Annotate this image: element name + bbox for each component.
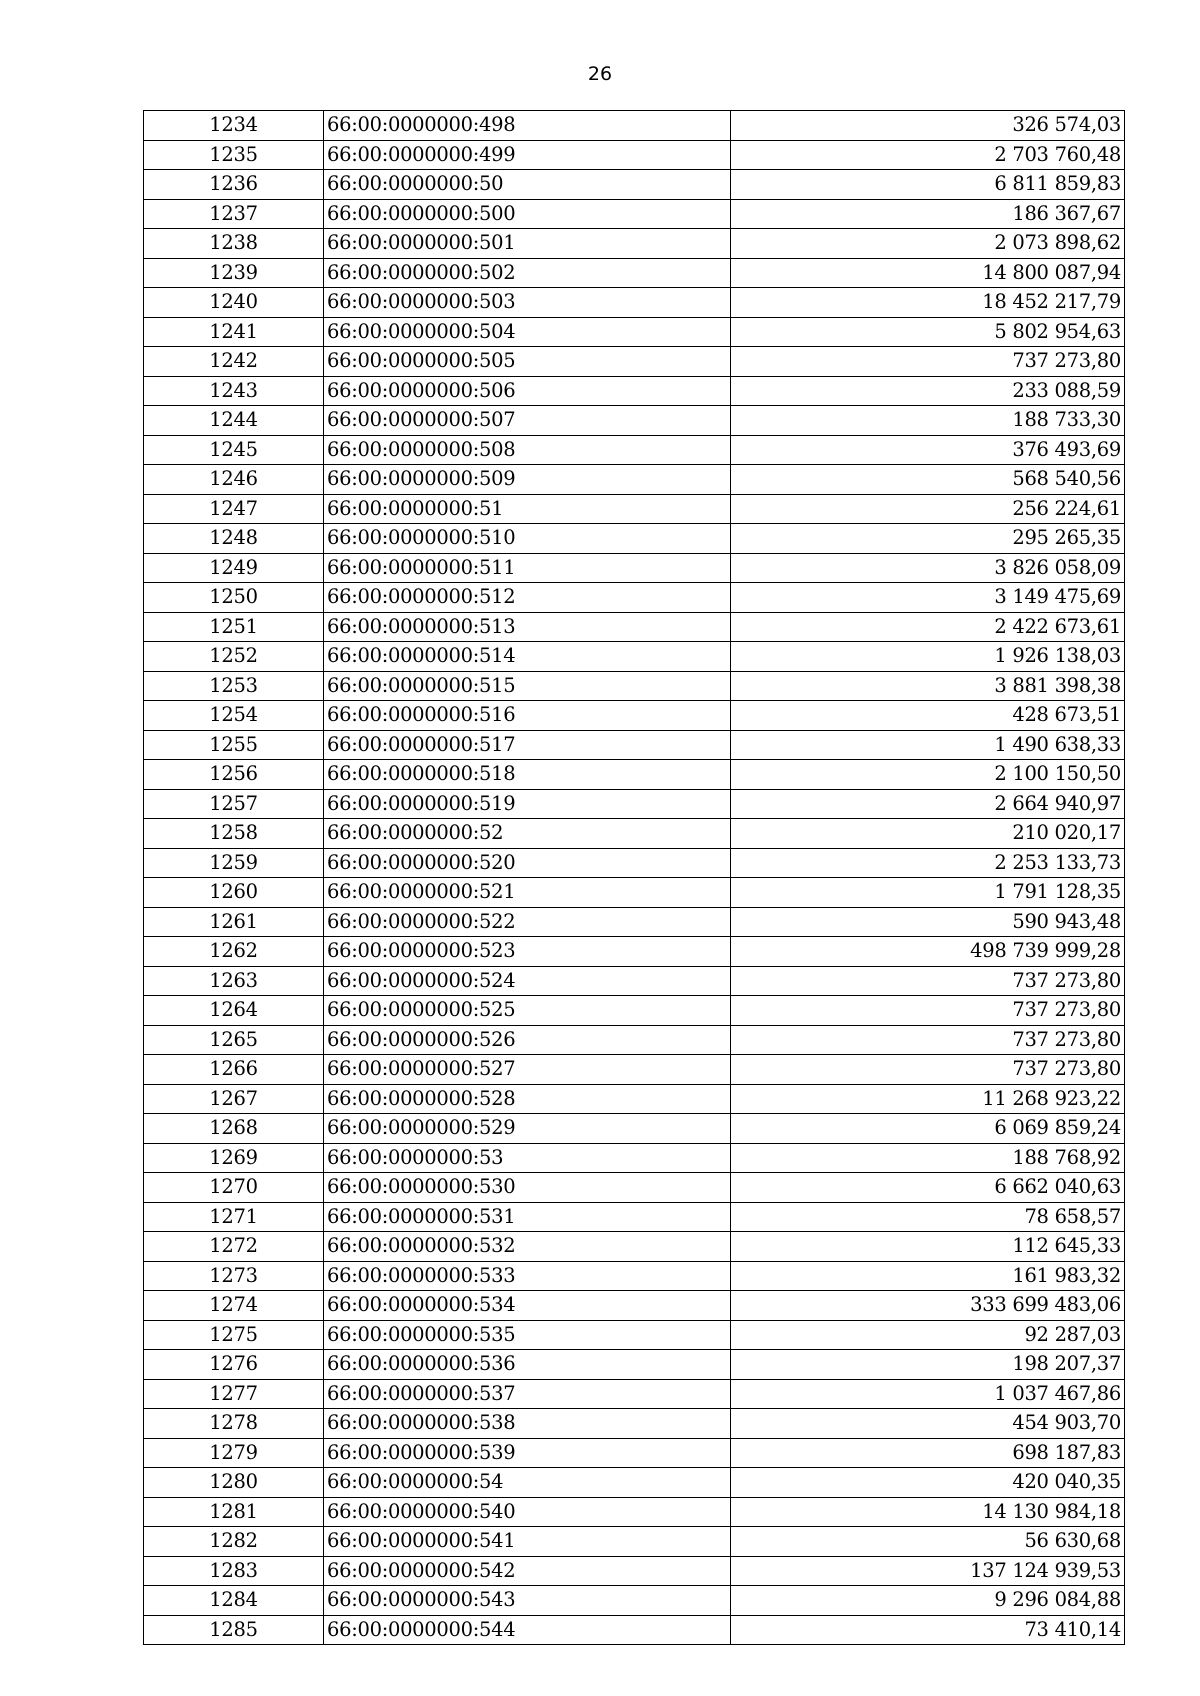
cadastral-value-cell: 2 703 760,48 [731, 140, 1125, 170]
table-row [144, 1202, 1125, 1232]
row-number-cell: 1238 [144, 229, 324, 259]
table-row [144, 140, 1125, 170]
table-row [144, 1143, 1125, 1173]
table-row [144, 583, 1125, 613]
table-row [144, 229, 1125, 259]
cadastral-value-cell: 3 149 475,69 [731, 583, 1125, 613]
row-number-cell: 1274 [144, 1291, 324, 1321]
cadastral-value-cell: 18 452 217,79 [731, 288, 1125, 318]
cadastral-value-cell: 137 124 939,53 [731, 1556, 1125, 1586]
row-number-cell: 1247 [144, 494, 324, 524]
row-number-cell: 1283 [144, 1556, 324, 1586]
table-row [144, 878, 1125, 908]
cadastral-number-cell: 66:00:0000000:520 [324, 848, 731, 878]
row-number-cell: 1285 [144, 1615, 324, 1645]
cadastral-number-cell: 66:00:0000000:50 [324, 170, 731, 200]
cadastral-number-cell: 66:00:0000000:502 [324, 258, 731, 288]
cadastral-number-cell: 66:00:0000000:516 [324, 701, 731, 731]
row-number-cell: 1240 [144, 288, 324, 318]
cadastral-number-cell: 66:00:0000000:510 [324, 524, 731, 554]
row-number-cell: 1269 [144, 1143, 324, 1173]
cadastral-value-cell: 737 273,80 [731, 996, 1125, 1026]
cadastral-value-cell: 737 273,80 [731, 1025, 1125, 1055]
table-row [144, 612, 1125, 642]
cadastral-value-cell: 376 493,69 [731, 435, 1125, 465]
cadastral-value-cell: 161 983,32 [731, 1261, 1125, 1291]
cadastral-number-cell: 66:00:0000000:535 [324, 1320, 731, 1350]
table-row [144, 1114, 1125, 1144]
row-number-cell: 1268 [144, 1114, 324, 1144]
cadastral-value-cell: 698 187,83 [731, 1438, 1125, 1468]
cadastral-value-cell: 1 037 467,86 [731, 1379, 1125, 1409]
cadastral-value-cell: 188 768,92 [731, 1143, 1125, 1173]
cadastral-number-cell: 66:00:0000000:534 [324, 1291, 731, 1321]
row-number-cell: 1250 [144, 583, 324, 613]
cadastral-value-cell: 2 073 898,62 [731, 229, 1125, 259]
row-number-cell: 1278 [144, 1409, 324, 1439]
cadastral-number-cell: 66:00:0000000:51 [324, 494, 731, 524]
cadastral-number-cell: 66:00:0000000:54 [324, 1468, 731, 1498]
row-number-cell: 1243 [144, 376, 324, 406]
cadastral-number-cell: 66:00:0000000:511 [324, 553, 731, 583]
cadastral-value-cell: 256 224,61 [731, 494, 1125, 524]
table-row [144, 1232, 1125, 1262]
cadastral-value-cell: 210 020,17 [731, 819, 1125, 849]
cadastral-value-cell: 737 273,80 [731, 966, 1125, 996]
table-row [144, 760, 1125, 790]
cadastral-value-cell: 14 800 087,94 [731, 258, 1125, 288]
table-row [144, 1350, 1125, 1380]
cadastral-value-cell: 6 069 859,24 [731, 1114, 1125, 1144]
table-row [144, 170, 1125, 200]
table-row [144, 966, 1125, 996]
cadastral-value-cell: 78 658,57 [731, 1202, 1125, 1232]
cadastral-value-cell: 2 253 133,73 [731, 848, 1125, 878]
table-row [144, 907, 1125, 937]
cadastral-number-cell: 66:00:0000000:527 [324, 1055, 731, 1085]
cadastral-number-cell: 66:00:0000000:505 [324, 347, 731, 377]
cadastral-value-cell: 333 699 483,06 [731, 1291, 1125, 1321]
cadastral-number-cell: 66:00:0000000:530 [324, 1173, 731, 1203]
cadastral-value-cell: 295 265,35 [731, 524, 1125, 554]
row-number-cell: 1263 [144, 966, 324, 996]
table-row [144, 553, 1125, 583]
row-number-cell: 1255 [144, 730, 324, 760]
cadastral-value-cell: 1 791 128,35 [731, 878, 1125, 908]
table-row [144, 671, 1125, 701]
row-number-cell: 1280 [144, 1468, 324, 1498]
cadastral-number-cell: 66:00:0000000:529 [324, 1114, 731, 1144]
table-row [144, 258, 1125, 288]
cadastral-number-cell: 66:00:0000000:512 [324, 583, 731, 613]
cadastral-number-cell: 66:00:0000000:543 [324, 1586, 731, 1616]
row-number-cell: 1253 [144, 671, 324, 701]
cadastral-value-cell: 188 733,30 [731, 406, 1125, 436]
row-number-cell: 1242 [144, 347, 324, 377]
cadastral-number-cell: 66:00:0000000:533 [324, 1261, 731, 1291]
cadastral-value-cell: 737 273,80 [731, 1055, 1125, 1085]
table-row [144, 1527, 1125, 1557]
table-row [144, 465, 1125, 495]
cadastral-value-cell: 92 287,03 [731, 1320, 1125, 1350]
row-number-cell: 1259 [144, 848, 324, 878]
row-number-cell: 1244 [144, 406, 324, 436]
cadastral-value-cell: 568 540,56 [731, 465, 1125, 495]
table-row [144, 288, 1125, 318]
row-number-cell: 1248 [144, 524, 324, 554]
row-number-cell: 1241 [144, 317, 324, 347]
row-number-cell: 1267 [144, 1084, 324, 1114]
table-row [144, 1615, 1125, 1645]
row-number-cell: 1277 [144, 1379, 324, 1409]
row-number-cell: 1237 [144, 199, 324, 229]
cadastral-value-cell: 2 100 150,50 [731, 760, 1125, 790]
cadastral-value-cell: 1 490 638,33 [731, 730, 1125, 760]
table-row [144, 701, 1125, 731]
table-row [144, 1261, 1125, 1291]
cadastral-number-cell: 66:00:0000000:528 [324, 1084, 731, 1114]
cadastral-number-cell: 66:00:0000000:503 [324, 288, 731, 318]
cadastral-number-cell: 66:00:0000000:540 [324, 1497, 731, 1527]
row-number-cell: 1272 [144, 1232, 324, 1262]
table-row [144, 1173, 1125, 1203]
table-row [144, 524, 1125, 554]
table-row [144, 1320, 1125, 1350]
cadastral-number-cell: 66:00:0000000:501 [324, 229, 731, 259]
row-number-cell: 1279 [144, 1438, 324, 1468]
table-row [144, 406, 1125, 436]
row-number-cell: 1276 [144, 1350, 324, 1380]
cadastral-number-cell: 66:00:0000000:53 [324, 1143, 731, 1173]
row-number-cell: 1254 [144, 701, 324, 731]
cadastral-number-cell: 66:00:0000000:519 [324, 789, 731, 819]
cadastral-number-cell: 66:00:0000000:541 [324, 1527, 731, 1557]
row-number-cell: 1235 [144, 140, 324, 170]
table-row [144, 789, 1125, 819]
table-row [144, 642, 1125, 672]
cadastral-number-cell: 66:00:0000000:513 [324, 612, 731, 642]
table-row [144, 1586, 1125, 1616]
table-row [144, 848, 1125, 878]
cadastral-number-cell: 66:00:0000000:523 [324, 937, 731, 967]
cadastral-number-cell: 66:00:0000000:517 [324, 730, 731, 760]
row-number-cell: 1239 [144, 258, 324, 288]
cadastral-number-cell: 66:00:0000000:522 [324, 907, 731, 937]
cadastral-value-cell: 428 673,51 [731, 701, 1125, 731]
table-row [144, 1084, 1125, 1114]
cadastral-number-cell: 66:00:0000000:525 [324, 996, 731, 1026]
cadastral-number-cell: 66:00:0000000:507 [324, 406, 731, 436]
cadastral-number-cell: 66:00:0000000:518 [324, 760, 731, 790]
row-number-cell: 1281 [144, 1497, 324, 1527]
table-row [144, 435, 1125, 465]
table-row [144, 730, 1125, 760]
cadastral-number-cell: 66:00:0000000:542 [324, 1556, 731, 1586]
cadastral-value-cell: 590 943,48 [731, 907, 1125, 937]
cadastral-value-cell: 56 630,68 [731, 1527, 1125, 1557]
cadastral-number-cell: 66:00:0000000:531 [324, 1202, 731, 1232]
row-number-cell: 1234 [144, 111, 324, 141]
row-number-cell: 1245 [144, 435, 324, 465]
row-number-cell: 1270 [144, 1173, 324, 1203]
cadastral-number-cell: 66:00:0000000:52 [324, 819, 731, 849]
cadastral-number-cell: 66:00:0000000:514 [324, 642, 731, 672]
cadastral-value-cell: 737 273,80 [731, 347, 1125, 377]
cadastral-value-cell: 2 422 673,61 [731, 612, 1125, 642]
cadastral-value-cell: 1 926 138,03 [731, 642, 1125, 672]
cadastral-number-cell: 66:00:0000000:506 [324, 376, 731, 406]
cadastral-number-cell: 66:00:0000000:539 [324, 1438, 731, 1468]
row-number-cell: 1260 [144, 878, 324, 908]
row-number-cell: 1258 [144, 819, 324, 849]
cadastral-number-cell: 66:00:0000000:526 [324, 1025, 731, 1055]
cadastral-number-cell: 66:00:0000000:498 [324, 111, 731, 141]
row-number-cell: 1236 [144, 170, 324, 200]
cadastral-value-cell: 420 040,35 [731, 1468, 1125, 1498]
row-number-cell: 1262 [144, 937, 324, 967]
cadastral-number-cell: 66:00:0000000:544 [324, 1615, 731, 1645]
row-number-cell: 1256 [144, 760, 324, 790]
row-number-cell: 1266 [144, 1055, 324, 1085]
cadastral-number-cell: 66:00:0000000:500 [324, 199, 731, 229]
table-row [144, 317, 1125, 347]
table-row [144, 1291, 1125, 1321]
cadastral-value-cell: 5 802 954,63 [731, 317, 1125, 347]
row-number-cell: 1249 [144, 553, 324, 583]
table-row [144, 819, 1125, 849]
cadastral-value-cell: 233 088,59 [731, 376, 1125, 406]
cadastral-number-cell: 66:00:0000000:499 [324, 140, 731, 170]
table-row [144, 937, 1125, 967]
row-number-cell: 1264 [144, 996, 324, 1026]
table-body [144, 111, 1125, 1645]
page-number: 26 [587, 63, 613, 85]
row-number-cell: 1261 [144, 907, 324, 937]
table-row [144, 1497, 1125, 1527]
table-row [144, 1556, 1125, 1586]
table-row [144, 996, 1125, 1026]
table-row [144, 376, 1125, 406]
row-number-cell: 1271 [144, 1202, 324, 1232]
cadastral-value-cell: 186 367,67 [731, 199, 1125, 229]
cadastral-number-cell: 66:00:0000000:521 [324, 878, 731, 908]
cadastral-number-cell: 66:00:0000000:524 [324, 966, 731, 996]
cadastral-value-cell: 2 664 940,97 [731, 789, 1125, 819]
cadastral-value-cell: 112 645,33 [731, 1232, 1125, 1262]
row-number-cell: 1275 [144, 1320, 324, 1350]
row-number-cell: 1284 [144, 1586, 324, 1616]
cadastral-value-cell: 6 662 040,63 [731, 1173, 1125, 1203]
table-row [144, 111, 1125, 141]
cadastral-value-cell: 198 207,37 [731, 1350, 1125, 1380]
cadastral-value-cell: 3 826 058,09 [731, 553, 1125, 583]
table-row [144, 199, 1125, 229]
table-row [144, 347, 1125, 377]
table-row [144, 1055, 1125, 1085]
table-row [144, 1468, 1125, 1498]
row-number-cell: 1257 [144, 789, 324, 819]
cadastral-value-cell: 6 811 859,83 [731, 170, 1125, 200]
cadastral-value-cell: 3 881 398,38 [731, 671, 1125, 701]
table-row [144, 1409, 1125, 1439]
cadastral-number-cell: 66:00:0000000:508 [324, 435, 731, 465]
cadastral-number-cell: 66:00:0000000:509 [324, 465, 731, 495]
cadastral-value-cell: 14 130 984,18 [731, 1497, 1125, 1527]
table-row [144, 1025, 1125, 1055]
cadastral-number-cell: 66:00:0000000:537 [324, 1379, 731, 1409]
table-row [144, 494, 1125, 524]
cadastral-number-cell: 66:00:0000000:504 [324, 317, 731, 347]
cadastral-number-cell: 66:00:0000000:515 [324, 671, 731, 701]
row-number-cell: 1252 [144, 642, 324, 672]
cadastral-value-table [143, 110, 1125, 1645]
cadastral-value-cell: 9 296 084,88 [731, 1586, 1125, 1616]
cadastral-value-cell: 11 268 923,22 [731, 1084, 1125, 1114]
table-row [144, 1438, 1125, 1468]
table-row [144, 1379, 1125, 1409]
cadastral-value-cell: 454 903,70 [731, 1409, 1125, 1439]
row-number-cell: 1273 [144, 1261, 324, 1291]
cadastral-value-cell: 326 574,03 [731, 111, 1125, 141]
row-number-cell: 1246 [144, 465, 324, 495]
cadastral-number-cell: 66:00:0000000:532 [324, 1232, 731, 1262]
cadastral-value-cell: 73 410,14 [731, 1615, 1125, 1645]
row-number-cell: 1282 [144, 1527, 324, 1557]
cadastral-number-cell: 66:00:0000000:536 [324, 1350, 731, 1380]
row-number-cell: 1265 [144, 1025, 324, 1055]
row-number-cell: 1251 [144, 612, 324, 642]
cadastral-value-cell: 498 739 999,28 [731, 937, 1125, 967]
cadastral-number-cell: 66:00:0000000:538 [324, 1409, 731, 1439]
